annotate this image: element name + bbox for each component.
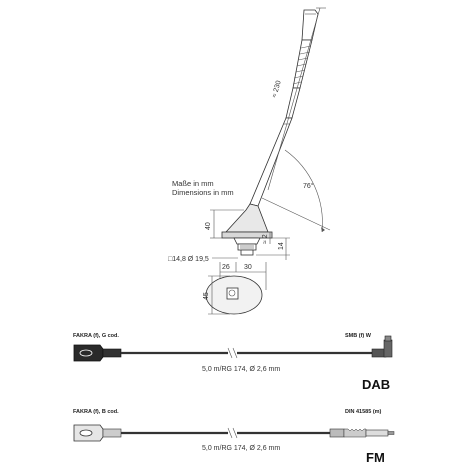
height-label: 40 (205, 222, 212, 230)
antenna-base (222, 204, 272, 255)
length-label: ≈ 230 (271, 79, 283, 99)
width-26-label: 26 (222, 264, 230, 271)
cable-fm (73, 409, 394, 464)
width-30-label: 30 (244, 264, 252, 271)
fm-right-connector-label: DIN 41585 (m) (345, 409, 382, 415)
dim-14-label: 14 (278, 242, 285, 250)
small-dimensions (256, 232, 290, 260)
fm-left-connector-label: FAKRA (f), B cod. (73, 409, 119, 415)
dim-2-label: ≈ 2 (262, 234, 269, 244)
angle-label: 76° (303, 183, 314, 190)
smb-connector (372, 336, 392, 357)
cable-dab (73, 333, 392, 392)
depth-45-label: 45 (203, 292, 210, 300)
fm-cable-spec: 5,0 m/RG 174, Ø 2,6 mm (202, 445, 281, 452)
fakra-g-connector (74, 345, 121, 361)
antenna-mast (250, 10, 318, 206)
dab-cable-spec: 5,0 m/RG 174, Ø 2,6 mm (202, 366, 281, 373)
dab-right-connector-label: SMB (f) W (345, 333, 371, 339)
foot-top-view (203, 262, 266, 314)
din-connector (330, 429, 394, 437)
dab-left-connector-label: FAKRA (f), G cod. (73, 333, 119, 339)
fakra-b-connector (74, 425, 121, 441)
note-german: Maße in mm (172, 179, 214, 188)
dab-label: DAB (362, 377, 391, 392)
fm-label: FM (366, 450, 385, 464)
note-english: Dimensions in mm (172, 188, 234, 197)
hole-label: □14,8 Ø 19,5 (168, 256, 209, 263)
